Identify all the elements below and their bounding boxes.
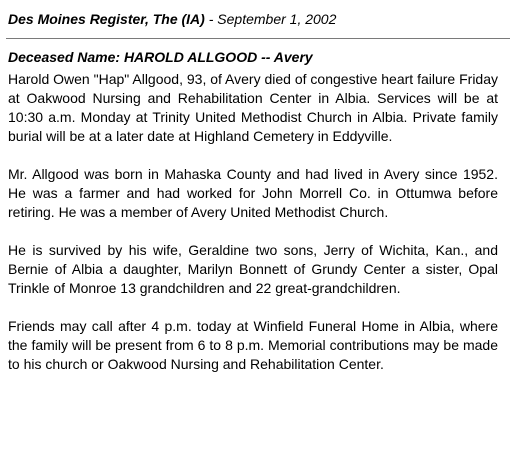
divider — [6, 38, 510, 39]
date-separator: - — [204, 11, 218, 27]
paragraph-biography: Mr. Allgood was born in Mahaska County and had lived in Avery since 1952. He was a farmer and had worked for John Morrell Co. in Ottumwa before retiring. He was a member of Avery United Methodist Church. — [8, 166, 498, 220]
source-line — [8, 10, 498, 28]
paragraph-visitation: Friends may call after 4 p.m. today at Winfield Funeral Home in Albia, where the family will be present from 6 to 8 p.m. Memorial contributions may be made to his church or Oakwood Nursing and Rehabilitation Center. — [8, 318, 498, 372]
publication-date: September 1, 2002 — [217, 11, 337, 27]
paragraph-services: Harold Owen "Hap" Allgood, 93, of Avery died of congestive heart failure Friday at Oakwood Nursing and Rehabilitation Center in Albia. Services will be at 10:30 a.m. Monday at Trinity United Methodist Church in Albia. Private family burial will be at a later date at Highland Cemetery in Eddyville. — [8, 71, 498, 144]
obituary-body — [8, 70, 498, 374]
deceased-heading: Deceased Name: HAROLD ALLGOOD -- Avery — [8, 49, 313, 65]
newspaper-name: Des Moines Register, The (IA) — [8, 11, 205, 27]
paragraph-survivors: He is survived by his wife, Geraldine two sons, Jerry of Wichita, Kan., and Bernie of Albia a daughter, Marilyn Bonnett of Grundy Center a sister, Opal Trinkle of Monroe 13 grandchildren and 22 great-grandchildren. — [8, 242, 498, 296]
